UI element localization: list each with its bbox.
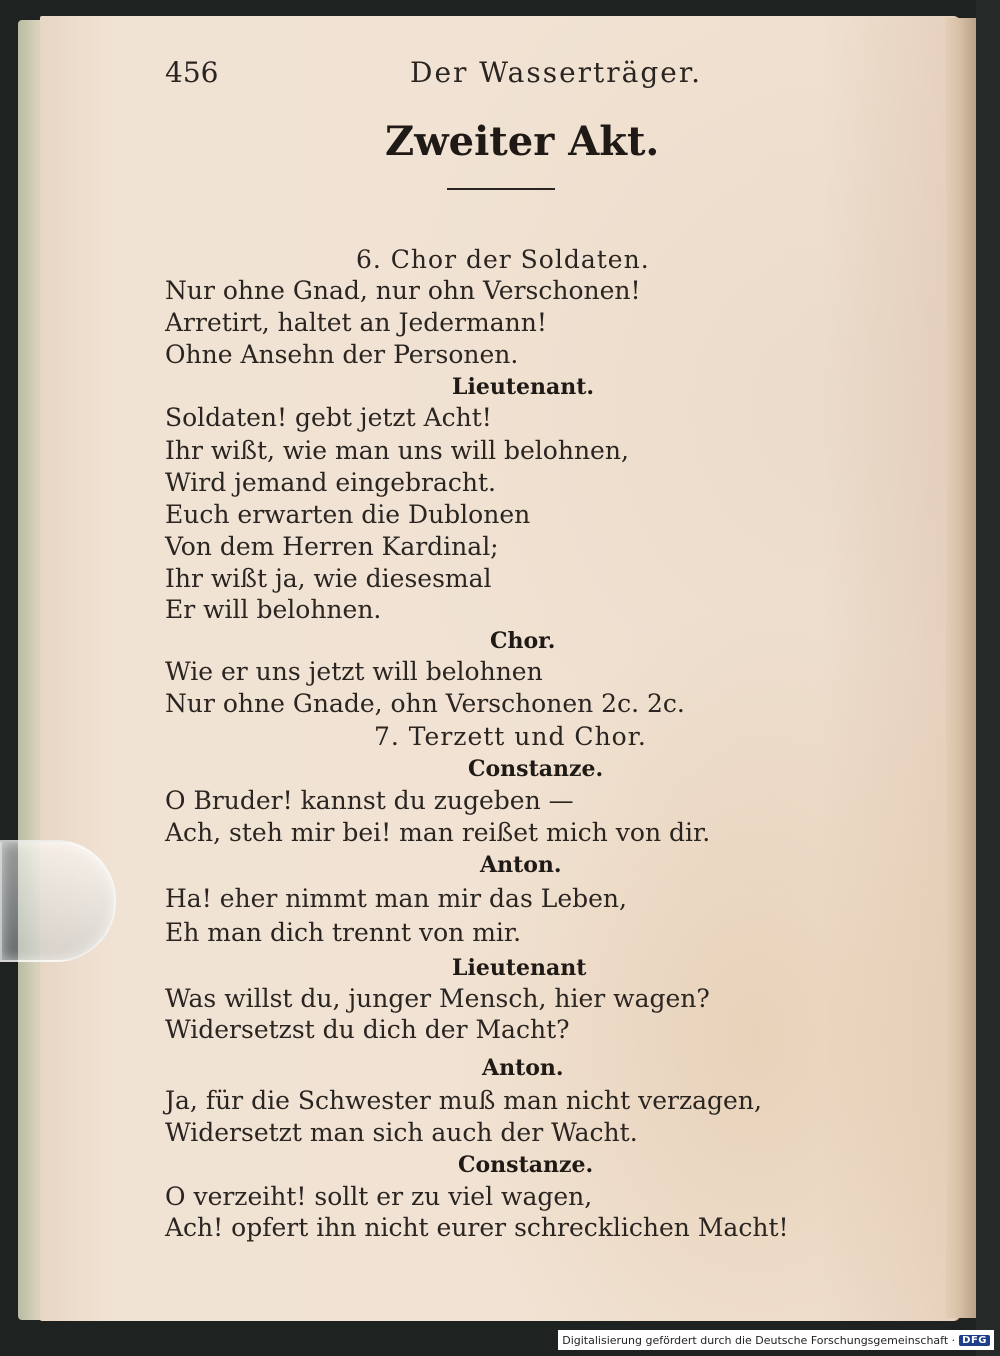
verse-line: Ha! eher nimmt man mir das Leben, (165, 884, 627, 913)
verse-line: Nur ohne Gnade, ohn Verschonen 2c. 2c. (165, 689, 685, 718)
verse-line: O Bruder! kannst du zugeben — (165, 786, 574, 815)
digitization-credit (558, 1330, 994, 1350)
page-clip (0, 840, 116, 962)
background-right (976, 0, 1000, 1356)
verse-line: Ihr wißt, wie man uns will belohnen, (165, 436, 629, 465)
verse-line: Euch erwarten die Dublonen (165, 500, 531, 529)
speaker-name: Anton. (482, 1055, 564, 1081)
verse-line: Ihr wißt ja, wie diesesmal (165, 564, 492, 593)
verse-line: Eh man dich trennt von mir. (165, 918, 522, 947)
verse-line: Ohne Ansehn der Personen. (165, 340, 519, 369)
title-rule (447, 188, 555, 190)
verse-line: Er will belohnen. (165, 595, 382, 624)
speaker-name: Lieutenant (452, 955, 587, 981)
verse-line: Ach! opfert ihn nicht eurer schrecklichen Macht! (165, 1213, 789, 1242)
credit-text: Digitalisierung gefördert durch die Deutsche Forschungsgemeinschaft · (562, 1333, 956, 1347)
verse-line: Wie er uns jetzt will belohnen (165, 657, 543, 686)
verse-line: Wird jemand eingebracht. (165, 468, 497, 497)
verse-line: Widersetzst du dich der Macht? (165, 1015, 570, 1044)
number-heading: 7. Terzett und Chor. (374, 722, 647, 751)
number-heading: 6. Chor der Soldaten. (356, 245, 650, 274)
page-edge (946, 18, 976, 1318)
verse-line: Nur ohne Gnad, nur ohn Verschonen! (165, 276, 641, 305)
verse-line: Von dem Herren Kardinal; (165, 532, 499, 561)
page-number: 456 (165, 56, 219, 89)
verse-line: Widersetzt man sich auch der Wacht. (165, 1118, 638, 1147)
verse-line: Arretirt, haltet an Jedermann! (165, 308, 547, 337)
speaker-name: Constanze. (458, 1152, 594, 1178)
dfg-logo: DFG (959, 1335, 990, 1346)
verse-line: Ach, steh mir bei! man reißet mich von dir. (165, 818, 711, 847)
verse-line: Ja, für die Schwester muß man nicht verzagen, (165, 1086, 762, 1115)
speaker-name: Constanze. (468, 756, 604, 782)
running-title: Der Wasserträger. (410, 56, 703, 89)
act-title: Zweiter Akt. (385, 118, 660, 165)
speaker-name: Lieutenant. (452, 374, 595, 400)
verse-line: O verzeiht! sollt er zu viel wagen, (165, 1182, 593, 1211)
speaker-name: Anton. (480, 852, 562, 878)
verse-line: Was willst du, junger Mensch, hier wagen? (165, 984, 710, 1013)
speaker-name: Chor. (490, 628, 556, 654)
verse-line: Soldaten! gebt jetzt Acht! (165, 403, 492, 432)
